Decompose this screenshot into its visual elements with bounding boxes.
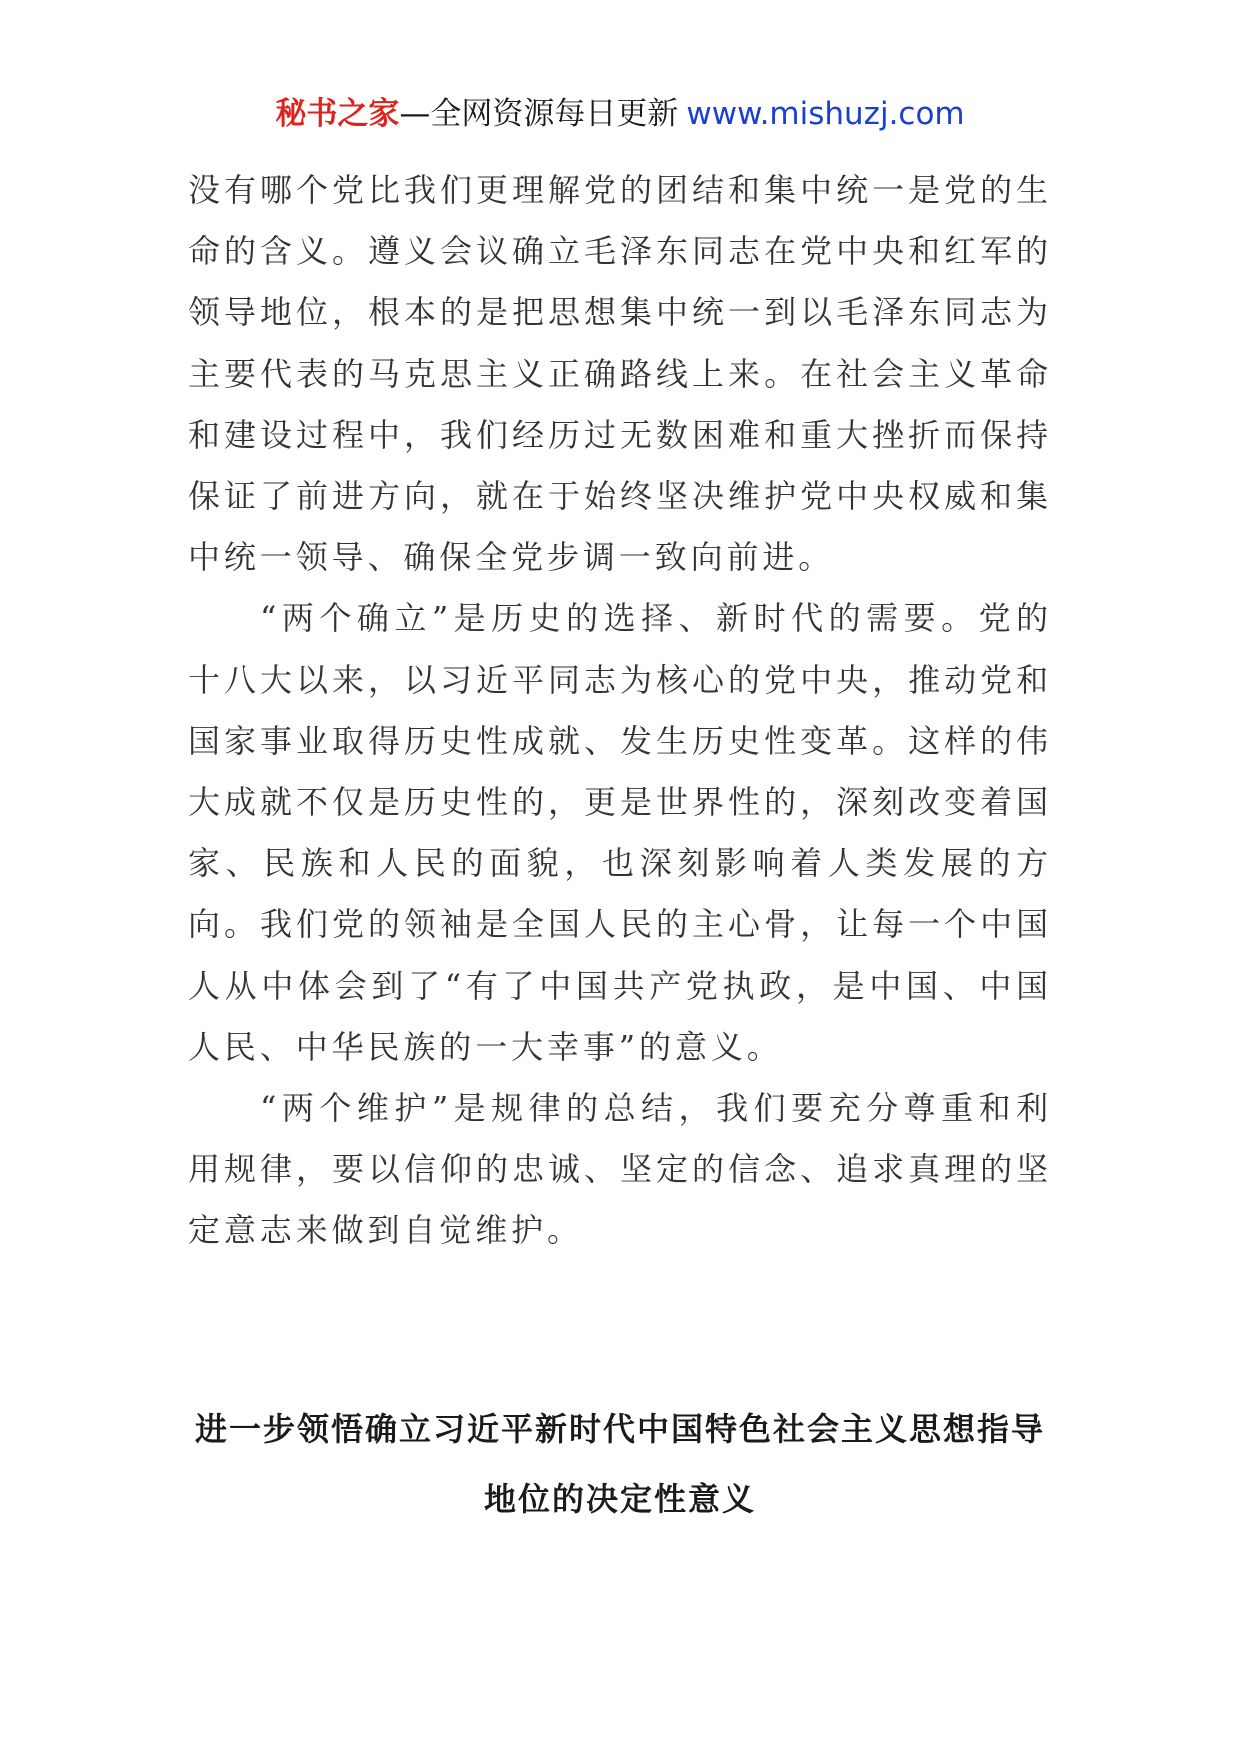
document-body (188, 160, 1052, 1262)
paragraph-2: “两个确立”是历史的选择、新时代的需要。党的十八大以来，以习近平同志为核心的党中央，推动党和国家事业取得历史性成就、发生历史性变革。这样的伟大成就不仅是历史性的，更是世界性的，深刻改变着国家、民族和人民的面貌，也深刻影响着人类发展的方向。我们党的领袖是全国人民的主心骨，让每一个中国人从中体会到了“有了中国共产党执政，是中国、中国人民、中华民族的一大幸事”的意义。 (188, 599, 1052, 1066)
section-heading-line-1: 进一步领悟确立习近平新时代中国特色社会主义思想指导 (194, 1410, 1045, 1448)
paragraph-3: “两个维护”是规律的总结，我们要充分尊重和利用规律，要以信仰的忠诚、坚定的信念、追求真理的坚定意志来做到自觉维护。 (188, 1089, 1052, 1250)
site-url-link[interactable]: www.mishuzj.com (686, 96, 965, 132)
site-brand: 秘书之家 (275, 96, 400, 132)
paragraph-1: 没有哪个党比我们更理解党的团结和集中统一是党的生命的含义。遵义会议确立毛泽东同志在党中央和红军的领导地位，根本的是把思想集中统一到以毛泽东同志为主要代表的马克思主义正确路线上来。在社会主义革命和建设过程中，我们经历过无数困难和重大挫折而保持保证了前进方向，就在于始终坚决维护党中央权威和集中统一领导、确保全党步调一致向前进。 (188, 171, 1052, 577)
section-heading-line-2: 地位的决定性意义 (483, 1480, 756, 1518)
section-heading (188, 1394, 1052, 1534)
site-tagline: —全网资源每日更新 (399, 96, 679, 132)
site-header (0, 94, 1240, 134)
